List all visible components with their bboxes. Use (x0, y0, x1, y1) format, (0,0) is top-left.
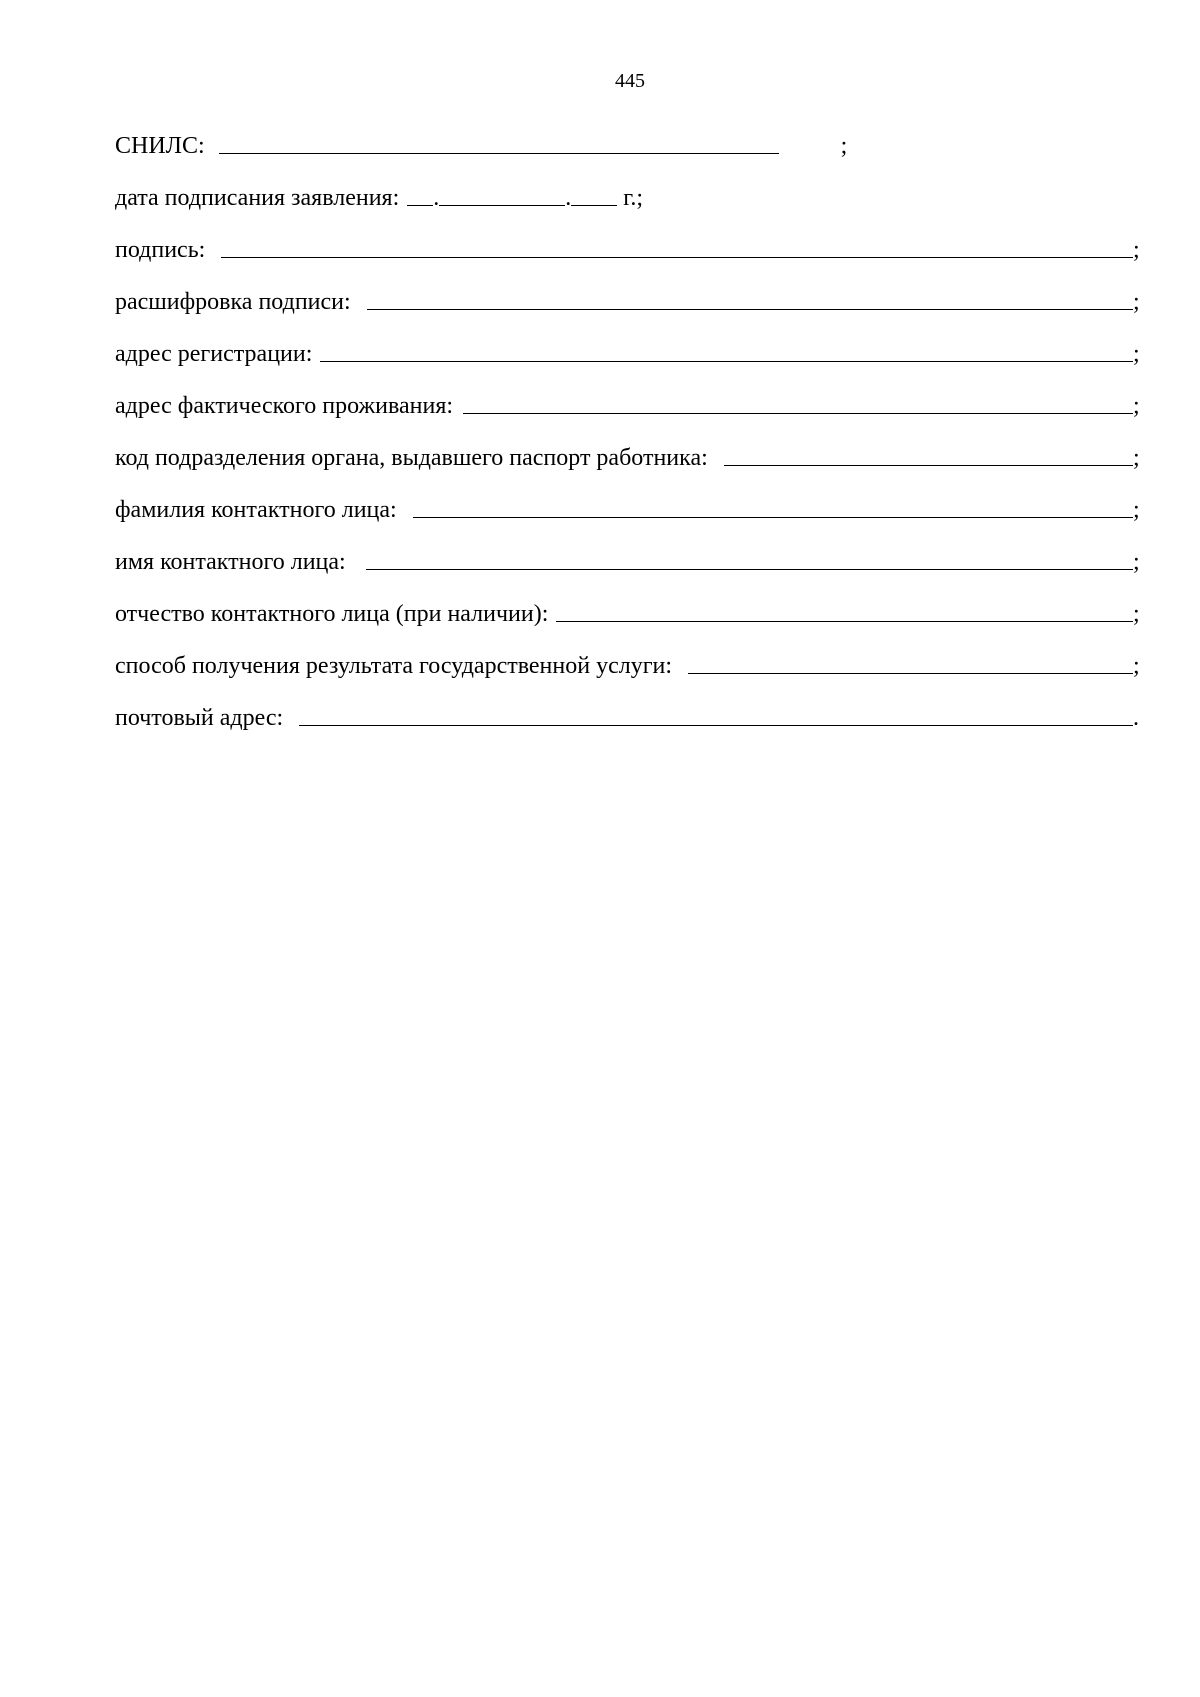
signature-end: ; (1133, 237, 1140, 263)
contact-surname-field[interactable] (413, 517, 1133, 518)
snils-label: СНИЛС: (115, 133, 205, 159)
snils-field[interactable] (219, 153, 779, 154)
actual-address-label: адрес фактического проживания: (115, 393, 454, 419)
postal-address-label: почтовый адрес: (115, 705, 284, 731)
contact-name-end: ; (1133, 549, 1140, 575)
signing-date-suffix: г.; (623, 185, 644, 211)
signing-date-day-field[interactable] (407, 205, 433, 206)
contact-name-label: имя контактного лица: (115, 549, 346, 575)
result-method-field[interactable] (688, 673, 1133, 674)
signature-decoding-row (115, 280, 1143, 316)
actual-address-field[interactable] (463, 413, 1133, 414)
signing-date-row (115, 176, 1143, 212)
signing-date-year-field[interactable] (571, 205, 617, 206)
signature-decoding-field[interactable] (367, 309, 1133, 310)
result-method-label: способ получения результата государственной услуги: (115, 653, 673, 679)
contact-surname-label: фамилия контактного лица: (115, 497, 397, 523)
contact-patronymic-field[interactable] (556, 621, 1133, 622)
registration-address-end: ; (1133, 341, 1140, 367)
registration-address-field[interactable] (320, 361, 1133, 362)
contact-name-row (115, 540, 1143, 576)
signing-date-month-field[interactable] (439, 205, 565, 206)
page-number: 445 (615, 70, 645, 92)
contact-name-field[interactable] (366, 569, 1133, 570)
passport-division-code-end: ; (1133, 445, 1140, 471)
postal-address-end: . (1133, 705, 1139, 731)
postal-address-row (115, 696, 1143, 732)
contact-surname-end: ; (1133, 497, 1140, 523)
contact-surname-row (115, 488, 1143, 524)
passport-division-code-field[interactable] (724, 465, 1133, 466)
passport-division-code-label: код подразделения органа, выдавшего паспорт работника: (115, 445, 708, 471)
signature-label: подпись: (115, 237, 206, 263)
signing-date-sep1: . (433, 185, 440, 211)
result-method-end: ; (1133, 653, 1140, 679)
actual-address-end: ; (1133, 393, 1140, 419)
signature-decoding-label: расшифровка подписи: (115, 289, 351, 315)
actual-address-row (115, 384, 1143, 420)
snils-end: ; (840, 133, 848, 159)
contact-patronymic-end: ; (1133, 601, 1140, 627)
signing-date-label: дата подписания заявления: (115, 185, 400, 211)
registration-address-label: адрес регистрации: (115, 341, 313, 367)
signature-row (115, 228, 1143, 264)
signing-date-sep2: . (565, 185, 572, 211)
signature-decoding-end: ; (1133, 289, 1140, 315)
registration-address-row (115, 332, 1143, 368)
contact-patronymic-label: отчество контактного лица (при наличии): (115, 601, 549, 627)
result-method-row (115, 644, 1143, 680)
signature-field[interactable] (221, 257, 1133, 258)
passport-division-code-row (115, 436, 1143, 472)
postal-address-field[interactable] (299, 725, 1133, 726)
snils-row (115, 124, 1143, 160)
contact-patronymic-row (115, 592, 1143, 628)
